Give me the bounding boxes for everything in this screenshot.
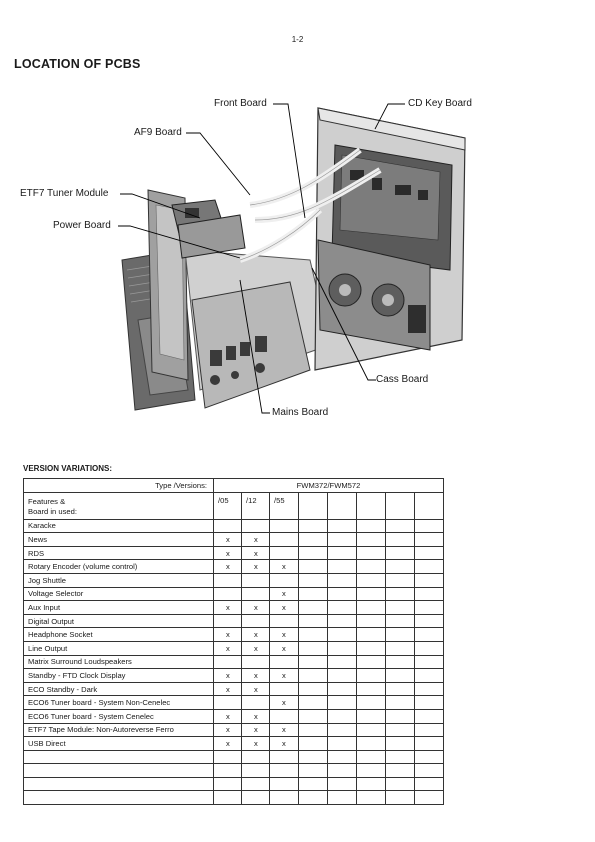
mark-cell [328, 737, 357, 751]
table-row [24, 655, 444, 669]
feature-cell [24, 791, 214, 805]
mark-cell [270, 519, 299, 533]
version-12: /12 [242, 492, 270, 519]
table-row [24, 533, 444, 547]
mark-cell [386, 573, 415, 587]
mark-cell [328, 791, 357, 805]
table-row [24, 573, 444, 587]
mark-cell [415, 573, 444, 587]
table-row [24, 750, 444, 764]
mark-cell [357, 709, 386, 723]
mark-cell [328, 696, 357, 710]
mark-cell [328, 560, 357, 574]
mark-cell: x [242, 682, 270, 696]
version-empty [386, 492, 415, 519]
mark-cell [415, 560, 444, 574]
mark-cell [328, 777, 357, 791]
feature-cell: ETF7 Tape Module: Non-Autoreverse Ferro [24, 723, 214, 737]
mark-cell [415, 601, 444, 615]
mark-cell [386, 655, 415, 669]
mark-cell: x [214, 737, 242, 751]
mark-cell [386, 628, 415, 642]
mark-cell [386, 641, 415, 655]
version-55: /55 [270, 492, 299, 519]
mark-cell [415, 587, 444, 601]
mark-cell [357, 587, 386, 601]
mark-cell [328, 614, 357, 628]
version-empty [415, 492, 444, 519]
af9-board-label: AF9 Board [134, 127, 182, 138]
cd-key-board-label: CD Key Board [408, 98, 472, 109]
mark-cell [386, 601, 415, 615]
mark-cell: x [270, 737, 299, 751]
mark-cell [386, 777, 415, 791]
mark-cell: x [270, 641, 299, 655]
mark-cell [328, 628, 357, 642]
pcb-location-figure [0, 90, 595, 430]
mark-cell [299, 777, 328, 791]
mark-cell [214, 791, 242, 805]
mark-cell [299, 601, 328, 615]
mark-cell [299, 723, 328, 737]
mark-cell [299, 682, 328, 696]
mark-cell [299, 764, 328, 778]
table-row [24, 723, 444, 737]
table-row [24, 560, 444, 574]
feature-cell: Rotary Encoder (volume control) [24, 560, 214, 574]
mark-cell [214, 777, 242, 791]
table-row [24, 791, 444, 805]
mark-cell [299, 628, 328, 642]
mark-cell [214, 519, 242, 533]
mark-cell [242, 614, 270, 628]
table-row [24, 641, 444, 655]
mark-cell [270, 682, 299, 696]
mark-cell [242, 655, 270, 669]
mark-cell [214, 614, 242, 628]
mains-board-label: Mains Board [272, 407, 329, 418]
feature-cell: Line Output [24, 641, 214, 655]
mark-cell [415, 614, 444, 628]
mark-cell [357, 791, 386, 805]
table-header-row [24, 479, 444, 493]
mark-cell [415, 709, 444, 723]
mark-cell: x [214, 723, 242, 737]
mark-cell: x [270, 560, 299, 574]
mark-cell [357, 614, 386, 628]
mark-cell [214, 655, 242, 669]
mark-cell [328, 601, 357, 615]
mark-cell [242, 696, 270, 710]
mark-cell [328, 682, 357, 696]
mark-cell [357, 737, 386, 751]
device-photo [0, 90, 595, 430]
mark-cell [386, 723, 415, 737]
mark-cell: x [270, 669, 299, 683]
mark-cell [357, 696, 386, 710]
mark-cell: x [242, 669, 270, 683]
mark-cell [299, 709, 328, 723]
mark-cell: x [214, 601, 242, 615]
mark-cell [328, 587, 357, 601]
mark-cell [299, 655, 328, 669]
mark-cell [299, 587, 328, 601]
mark-cell [270, 533, 299, 547]
mark-cell: x [214, 709, 242, 723]
table-row [24, 587, 444, 601]
version-empty [357, 492, 386, 519]
feature-cell: Voltage Selector [24, 587, 214, 601]
mark-cell [415, 723, 444, 737]
mark-cell [270, 791, 299, 805]
mark-cell [415, 669, 444, 683]
mark-cell [328, 655, 357, 669]
mark-cell [386, 519, 415, 533]
mark-cell [328, 764, 357, 778]
mark-cell: x [214, 533, 242, 547]
mark-cell [357, 546, 386, 560]
feature-cell: Standby - FTD Clock Display [24, 669, 214, 683]
front-board-label: Front Board [214, 98, 267, 109]
mark-cell [415, 546, 444, 560]
mark-cell [270, 614, 299, 628]
feature-cell: Matrix Surround Loudspeakers [24, 655, 214, 669]
feature-cell: Aux Input [24, 601, 214, 615]
feature-cell: RDS [24, 546, 214, 560]
mark-cell [242, 587, 270, 601]
table-row [24, 601, 444, 615]
mark-cell [299, 669, 328, 683]
version-05: /05 [214, 492, 242, 519]
mark-cell [386, 533, 415, 547]
mark-cell [386, 546, 415, 560]
mark-cell: x [270, 696, 299, 710]
mark-cell [415, 519, 444, 533]
mark-cell [214, 573, 242, 587]
mark-cell [270, 546, 299, 560]
version-empty [328, 492, 357, 519]
mark-cell [386, 560, 415, 574]
mark-cell [270, 764, 299, 778]
feature-cell [24, 750, 214, 764]
mark-cell [415, 791, 444, 805]
mark-cell [415, 533, 444, 547]
mark-cell [415, 764, 444, 778]
mark-cell [214, 587, 242, 601]
mark-cell [386, 709, 415, 723]
mark-cell [299, 519, 328, 533]
mark-cell [415, 682, 444, 696]
version-variations-table [23, 478, 444, 805]
mark-cell: x [214, 669, 242, 683]
table-row [24, 614, 444, 628]
power-board-label: Power Board [53, 220, 111, 231]
feature-cell [24, 764, 214, 778]
mark-cell [299, 750, 328, 764]
mark-cell [299, 614, 328, 628]
mark-cell: x [214, 641, 242, 655]
type-versions-label: Type /Versions: [24, 479, 214, 493]
mark-cell [386, 750, 415, 764]
mark-cell: x [214, 560, 242, 574]
mark-cell [386, 764, 415, 778]
table-row [24, 519, 444, 533]
mark-cell [299, 546, 328, 560]
mark-cell: x [242, 641, 270, 655]
mark-cell [242, 764, 270, 778]
mark-cell [242, 777, 270, 791]
mark-cell [328, 533, 357, 547]
mark-cell [415, 628, 444, 642]
mark-cell [214, 764, 242, 778]
mark-cell: x [270, 587, 299, 601]
version-empty [299, 492, 328, 519]
mark-cell [299, 737, 328, 751]
mark-cell [214, 750, 242, 764]
mark-cell [357, 641, 386, 655]
table-row [24, 669, 444, 683]
mark-cell: x [214, 628, 242, 642]
mark-cell [214, 696, 242, 710]
page-number: 1-2 [291, 35, 304, 44]
mark-cell [242, 750, 270, 764]
mark-cell: x [270, 628, 299, 642]
feature-cell: USB Direct [24, 737, 214, 751]
mark-cell [386, 587, 415, 601]
mark-cell [357, 777, 386, 791]
table-row [24, 709, 444, 723]
mark-cell [357, 560, 386, 574]
mark-cell [386, 791, 415, 805]
mark-cell: x [242, 601, 270, 615]
mark-cell [415, 737, 444, 751]
mark-cell [357, 764, 386, 778]
mark-cell [242, 519, 270, 533]
feature-cell [24, 777, 214, 791]
mark-cell [357, 519, 386, 533]
table-row [24, 764, 444, 778]
table-row [24, 628, 444, 642]
mark-cell [328, 723, 357, 737]
table-row [24, 777, 444, 791]
mark-cell [415, 696, 444, 710]
feature-cell: Karacke [24, 519, 214, 533]
mark-cell [270, 709, 299, 723]
mark-cell [242, 573, 270, 587]
feature-cell: News [24, 533, 214, 547]
cass-board-label: Cass Board [376, 374, 429, 385]
mark-cell [299, 696, 328, 710]
mark-cell [242, 791, 270, 805]
mark-cell [415, 641, 444, 655]
mark-cell [415, 750, 444, 764]
feature-cell: ECO Standby - Dark [24, 682, 214, 696]
etf7-tuner-module-label: ETF7 Tuner Module [20, 188, 109, 199]
mark-cell [386, 682, 415, 696]
mark-cell [386, 614, 415, 628]
mark-cell [299, 641, 328, 655]
mark-cell [270, 777, 299, 791]
mark-cell: x [270, 723, 299, 737]
mark-cell [328, 573, 357, 587]
table-row [24, 737, 444, 751]
mark-cell [328, 750, 357, 764]
mark-cell [386, 737, 415, 751]
mark-cell [270, 750, 299, 764]
feature-cell: ECO6 Tuner board - System Non-Cenelec [24, 696, 214, 710]
table-row [24, 696, 444, 710]
mark-cell [328, 669, 357, 683]
feature-cell: Headphone Socket [24, 628, 214, 642]
mark-cell [328, 546, 357, 560]
mark-cell [328, 709, 357, 723]
mark-cell: x [214, 546, 242, 560]
mark-cell [357, 628, 386, 642]
table-row [24, 682, 444, 696]
mark-cell [357, 669, 386, 683]
feature-cell: ECO6 Tuner board - System Cenelec [24, 709, 214, 723]
mark-cell: x [214, 682, 242, 696]
feature-cell: Jog Shuttle [24, 573, 214, 587]
mark-cell [415, 777, 444, 791]
mark-cell: x [270, 601, 299, 615]
version-variations-title: VERSION VARIATIONS: [23, 464, 113, 473]
mark-cell [357, 723, 386, 737]
mark-cell [357, 655, 386, 669]
mark-cell: x [242, 546, 270, 560]
page-title: LOCATION OF PCBS [14, 57, 141, 71]
mark-cell: x [242, 723, 270, 737]
mark-cell [299, 791, 328, 805]
mark-cell [386, 696, 415, 710]
features-label: Features & Board in used: [24, 492, 214, 519]
mark-cell: x [242, 560, 270, 574]
mark-cell [299, 573, 328, 587]
mark-cell [328, 641, 357, 655]
mark-cell [357, 573, 386, 587]
mark-cell [270, 655, 299, 669]
mark-cell [270, 573, 299, 587]
mark-cell [386, 669, 415, 683]
mark-cell [357, 601, 386, 615]
mark-cell: x [242, 709, 270, 723]
mark-cell [357, 682, 386, 696]
mark-cell: x [242, 533, 270, 547]
mark-cell [415, 655, 444, 669]
mark-cell [299, 560, 328, 574]
mark-cell [299, 533, 328, 547]
feature-cell: Digital Output [24, 614, 214, 628]
mark-cell [357, 750, 386, 764]
table-row [24, 546, 444, 560]
mark-cell: x [242, 628, 270, 642]
version-header-row [24, 492, 444, 519]
model-label: FWM372/FWM572 [214, 479, 444, 493]
mark-cell [357, 533, 386, 547]
mark-cell: x [242, 737, 270, 751]
mark-cell [328, 519, 357, 533]
